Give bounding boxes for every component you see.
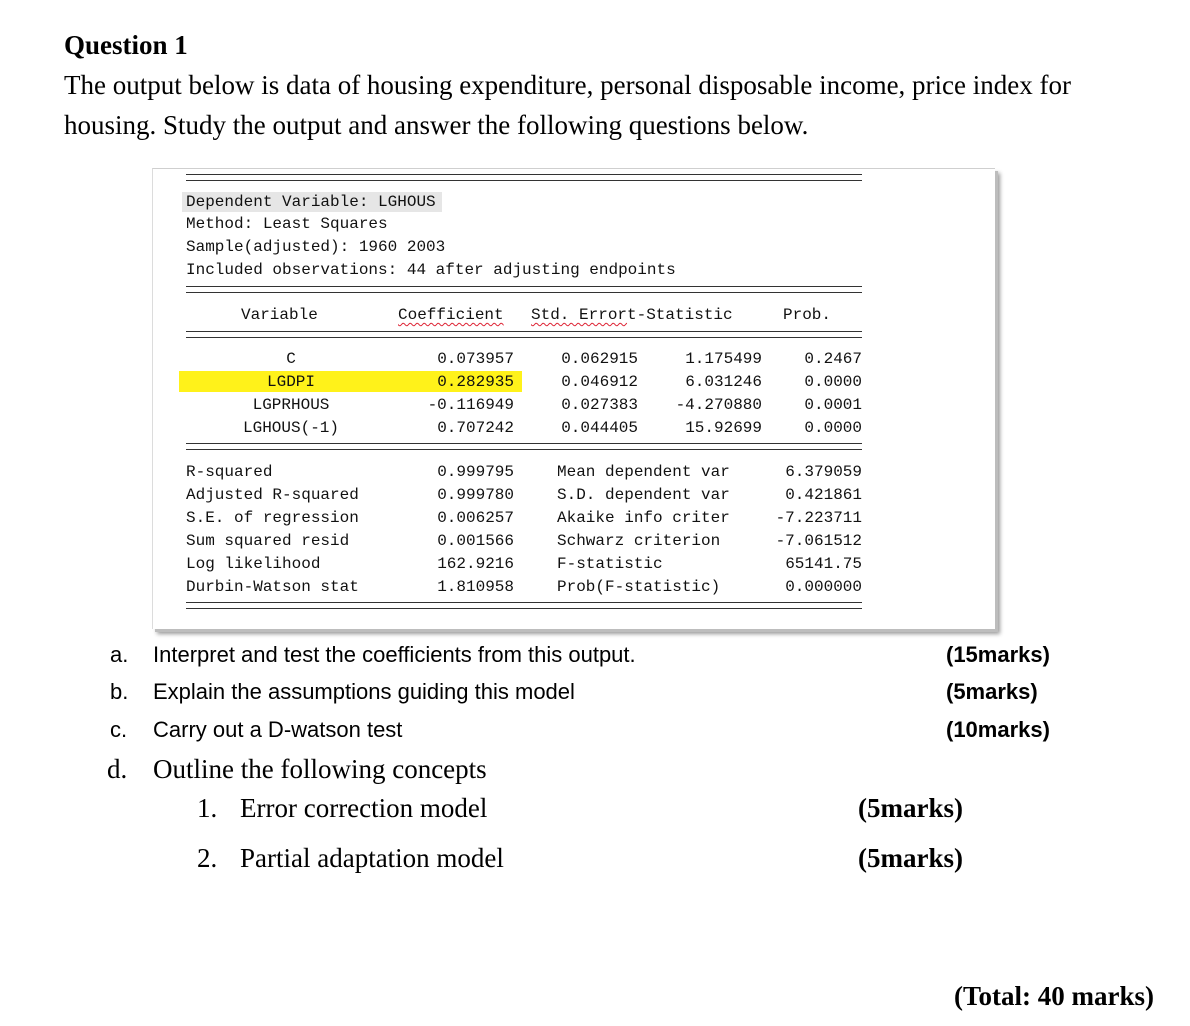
stat-label-left: Durbin-Watson stat <box>186 578 359 596</box>
stat-label-right: S.D. dependent var <box>557 486 730 504</box>
row-coefficient: 0.282935 <box>437 373 514 391</box>
row-t-statistic: 1.175499 <box>685 350 762 368</box>
row-coefficient: 0.707242 <box>437 419 514 437</box>
header-variable: Variable <box>241 306 318 324</box>
separator-line <box>186 174 862 181</box>
stat-label-right: Schwarz criterion <box>557 532 721 550</box>
stat-value-left: 0.001566 <box>437 532 514 550</box>
row-variable: C <box>286 350 296 368</box>
stat-value-left: 0.999795 <box>437 463 514 481</box>
question-intro-line-1: The output below is data of housing expenditure, personal disposable income, price index for <box>64 70 1071 100</box>
row-variable: LGDPI <box>266 373 315 391</box>
dependent-variable: Dependent Variable: LGHOUS <box>182 192 442 212</box>
total-marks: (Total: 40 marks) <box>954 981 1154 1011</box>
stat-value-right: 0.000000 <box>785 578 862 596</box>
task-letter: a. <box>110 642 129 667</box>
row-t-statistic: -4.270880 <box>675 396 762 414</box>
separator-line <box>186 443 862 450</box>
row-coefficient: -0.116949 <box>427 396 514 414</box>
task-text: Interpret and test the coefficients from this output. <box>153 642 636 667</box>
stat-value-right: 65141.75 <box>785 555 862 573</box>
subtask-number: 1. <box>197 793 218 823</box>
stat-value-right: 0.421861 <box>785 486 862 504</box>
row-t-statistic: 6.031246 <box>685 373 762 391</box>
task-text: Outline the following concepts <box>153 754 487 784</box>
included-observations-line: Included observations: 44 after adjusting endpoints <box>186 261 676 279</box>
subtask-marks: (5marks) <box>858 793 963 823</box>
stat-label-left: S.E. of regression <box>186 509 359 527</box>
row-variable: LGHOUS(-1) <box>242 419 339 437</box>
row-variable: LGPRHOUS <box>252 396 330 414</box>
subtask-number: 2. <box>197 843 218 873</box>
separator-line <box>186 602 862 609</box>
task-letter: b. <box>110 679 129 704</box>
row-std-error: 0.027383 <box>561 396 638 414</box>
task-letter: d. <box>107 754 128 784</box>
header-t-statistic: t-Statistic <box>627 306 733 324</box>
stat-label-right: Mean dependent var <box>557 463 730 481</box>
question-intro-line-2: housing. Study the output and answer the following questions below. <box>64 110 809 140</box>
stat-value-left: 162.9216 <box>437 555 514 573</box>
header-coefficient: Coefficient <box>398 306 504 324</box>
stat-value-left: 0.006257 <box>437 509 514 527</box>
stat-value-right: -7.223711 <box>775 509 862 527</box>
separator-line <box>186 331 862 338</box>
separator-line <box>186 286 862 293</box>
row-std-error: 0.044405 <box>561 419 638 437</box>
stat-value-left: 0.999780 <box>437 486 514 504</box>
task-marks: (5marks) <box>946 679 1038 704</box>
stat-label-left: Log likelihood <box>186 555 321 573</box>
row-t-statistic: 15.92699 <box>685 419 762 437</box>
header-std-error: Std. Error <box>531 306 628 324</box>
stat-label-right: Akaike info criter <box>557 509 730 527</box>
stat-label-right: F-statistic <box>557 555 663 573</box>
task-text: Explain the assumptions guiding this model <box>153 679 575 704</box>
header-prob: Prob. <box>783 306 832 324</box>
subtask-text: Partial adaptation model <box>240 843 504 873</box>
row-coefficient: 0.073957 <box>437 350 514 368</box>
stat-label-left: R-squared <box>186 463 273 481</box>
row-prob: 0.2467 <box>804 350 862 368</box>
subtask-text: Error correction model <box>240 793 488 823</box>
subtask-marks: (5marks) <box>858 843 963 873</box>
row-std-error: 0.046912 <box>561 373 638 391</box>
row-prob: 0.0001 <box>804 396 862 414</box>
sample-line: Sample(adjusted): 1960 2003 <box>186 238 446 256</box>
row-prob: 0.0000 <box>804 419 862 437</box>
stat-label-left: Adjusted R-squared <box>186 486 359 504</box>
task-marks: (15marks) <box>946 642 1050 667</box>
stat-value-left: 1.810958 <box>437 578 514 596</box>
method-line: Method: Least Squares <box>186 215 388 233</box>
question-title: Question 1 <box>64 30 188 60</box>
stat-value-right: -7.061512 <box>775 532 862 550</box>
task-letter: c. <box>110 717 128 742</box>
stat-label-right: Prob(F-statistic) <box>557 578 721 596</box>
stat-value-right: 6.379059 <box>785 463 862 481</box>
stat-label-left: Sum squared resid <box>186 532 350 550</box>
row-std-error: 0.062915 <box>561 350 638 368</box>
task-text: Carry out a D-watson test <box>153 717 403 742</box>
task-marks: (10marks) <box>946 717 1050 742</box>
row-prob: 0.0000 <box>804 373 862 391</box>
